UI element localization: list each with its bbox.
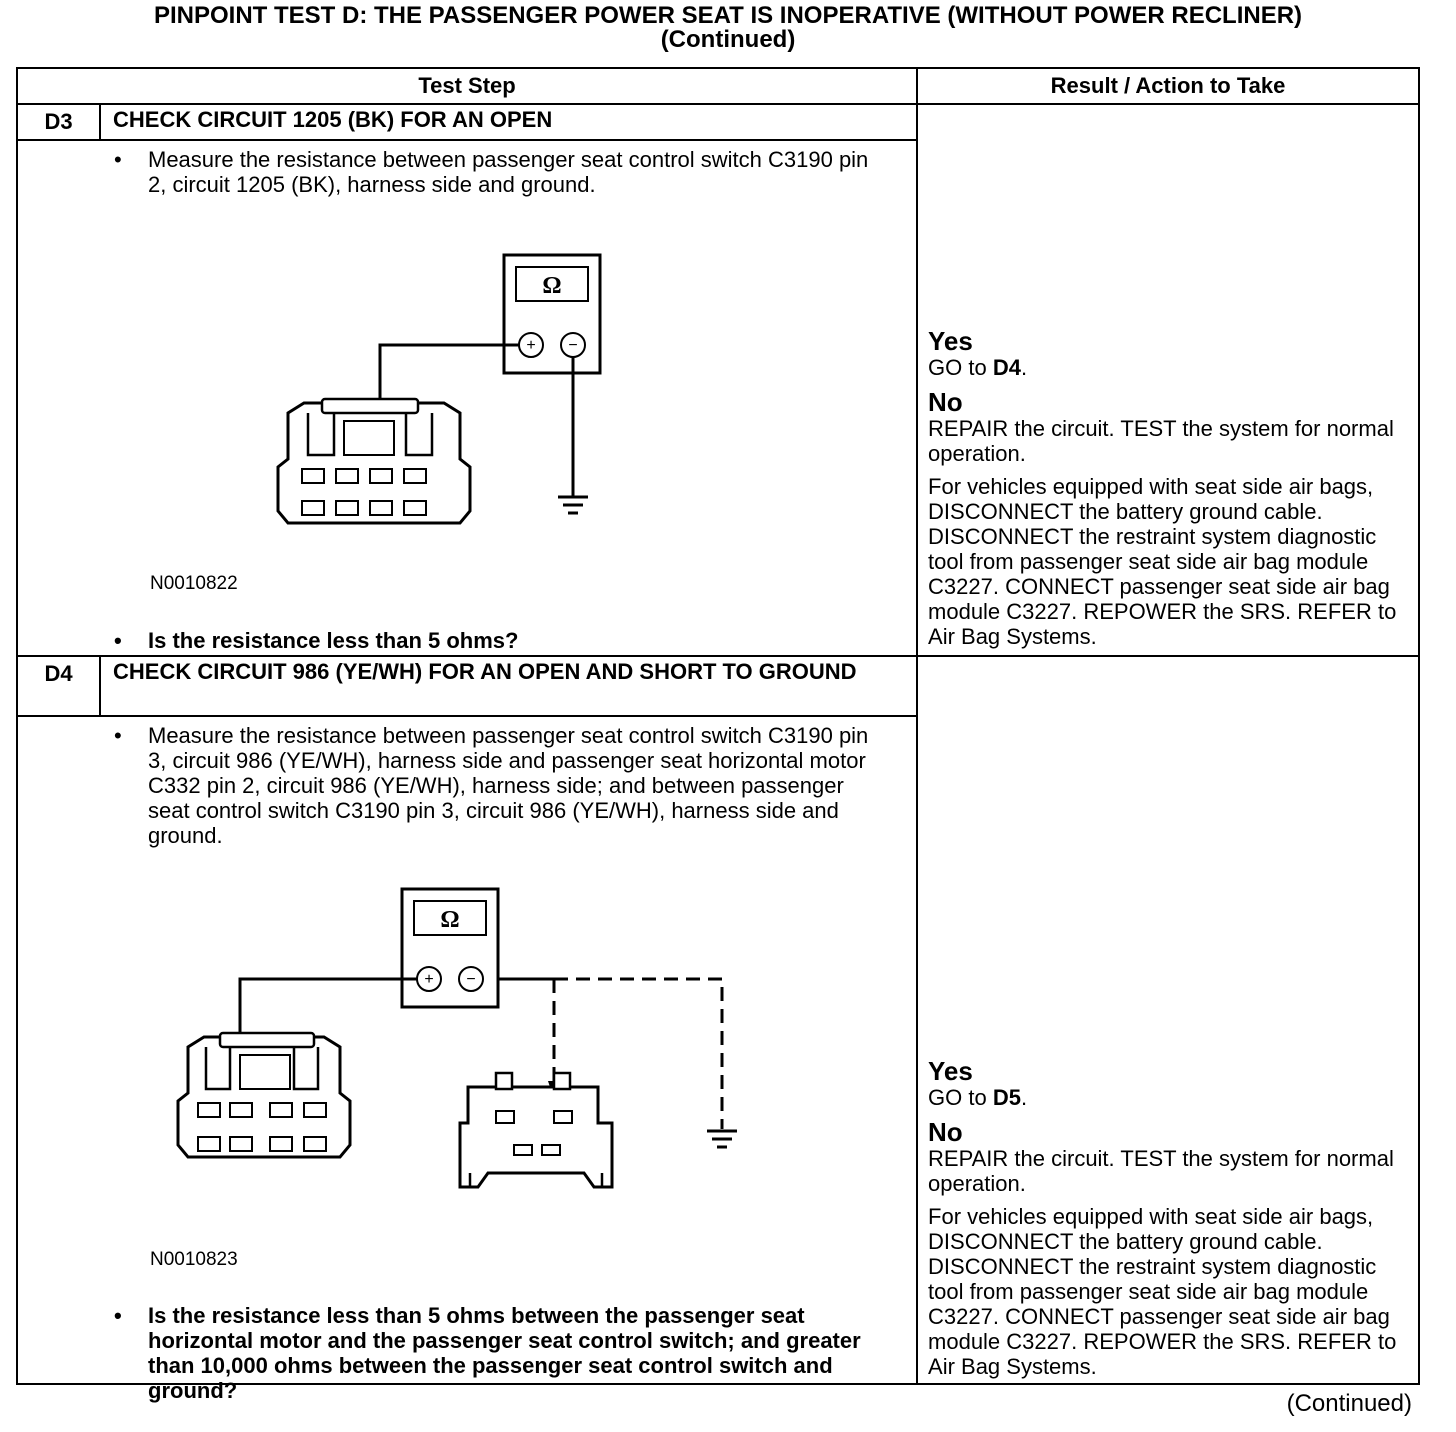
d4-wiring-diagram	[158, 883, 758, 1193]
no-label: No	[928, 1117, 963, 1147]
title-line-2: (Continued)	[660, 26, 796, 53]
d3-wiring-diagram	[258, 249, 618, 529]
question-bullet: • Is the resistance less than 5 ohms?	[114, 628, 519, 653]
step-d4-heading-row	[17, 656, 1419, 716]
figure-id: N0010822	[150, 573, 238, 594]
step-id: D4	[17, 656, 100, 716]
airbag-note: For vehicles equipped with seat side air bags, DISCONNECT the battery ground cable. DISCONNECT the restraint system diagnostic tool from passenger seat side air bag module C3227. CONNECT passenger seat side air bag module C3227. REPOWER the SRS. REFER to Air Bag Systems.	[928, 1204, 1397, 1379]
yes-action: GO to D5.	[928, 1085, 1028, 1110]
figure-id: N0010823	[150, 1249, 238, 1270]
step-d4-result	[917, 656, 1419, 1384]
step-d3-heading-row	[17, 104, 1419, 140]
yes-target: D5	[992, 1085, 1021, 1110]
ohm-symbol: Ω	[440, 907, 460, 933]
no-label: No	[928, 387, 963, 417]
step-heading: CHECK CIRCUIT 986 (YE/WH) FOR AN OPEN AND SHORT TO GROUND	[100, 656, 917, 716]
svg-text:−: −	[466, 971, 476, 988]
question-bullet: • Is the resistance less than 5 ohms between the passenger seat horizontal motor and the passenger seat control switch; and greater than 10,000 ohms between the passenger seat control switch and ground?	[18, 1303, 916, 1403]
ohm-symbol: Ω	[542, 273, 562, 299]
instruction-bullet: • Measure the resistance between passenger seat control switch C3190 pin 3, circuit 986 (YE/WH), harness side and passenger seat horizontal motor C332 pin 2, circuit 986 (YE/WH), harness side; and between passenger seat control switch C3190 pin 3, circuit 986 (YE/WH), harness side and ground.	[18, 723, 916, 848]
question-text: Is the resistance less than 5 ohms between the passenger seat horizontal motor and the passenger seat control switch; and greater than 10,000 ohms between the passenger seat control switch and ground?	[148, 1303, 861, 1403]
pinpoint-test-table	[16, 67, 1420, 1403]
instruction-text: Measure the resistance between passenger seat control switch C3190 pin 3, circuit 986 (YE/WH), harness side and passenger seat horizontal motor C332 pin 2, circuit 986 (YE/WH), harness side; and between passenger seat control switch C3190 pin 3, circuit 986 (YE/WH), harness side and ground.	[148, 723, 869, 848]
airbag-note: For vehicles equipped with seat side air bags, DISCONNECT the battery ground cable. DISCONNECT the restraint system diagnostic tool from passenger seat side air bag module C3227. CONNECT passenger seat side air bag module C3227. REPOWER the SRS. REFER to Air Bag Systems.	[928, 474, 1397, 649]
no-action: REPAIR the circuit. TEST the system for normal operation.	[928, 416, 1394, 466]
header-result: Result / Action to Take	[917, 68, 1419, 104]
step-d4-body	[17, 716, 917, 1403]
question-text: Is the resistance less than 5 ohms?	[148, 628, 519, 653]
step-heading: CHECK CIRCUIT 1205 (BK) FOR AN OPEN	[100, 104, 917, 140]
yes-target: D4	[992, 355, 1021, 380]
header-row	[17, 68, 1419, 104]
step-d3-body	[17, 140, 917, 656]
no-action: REPAIR the circuit. TEST the system for normal operation.	[928, 1146, 1394, 1196]
instruction-text: Measure the resistance between passenger seat control switch C3190 pin 2, circuit 1205 (BK), harness side and ground.	[148, 147, 869, 197]
svg-text:+: +	[526, 337, 536, 354]
yes-label: Yes	[928, 326, 973, 356]
instruction-bullet: • Measure the resistance between passenger seat control switch C3190 pin 2, circuit 1205 (BK), harness side and ground.	[18, 147, 916, 197]
page-title	[0, 4, 1456, 52]
step-d3-result	[917, 104, 1419, 656]
svg-text:−: −	[568, 337, 578, 354]
continued-footer: (Continued)	[1286, 1390, 1412, 1417]
yes-action: GO to D4.	[928, 355, 1028, 380]
title-line-1: PINPOINT TEST D: THE PASSENGER POWER SEAT IS INOPERATIVE (WITHOUT POWER RECLINER)	[153, 2, 1303, 29]
header-test-step: Test Step	[17, 68, 917, 104]
step-id: D3	[17, 104, 100, 140]
svg-text:+: +	[424, 971, 434, 988]
yes-label: Yes	[928, 1056, 973, 1086]
